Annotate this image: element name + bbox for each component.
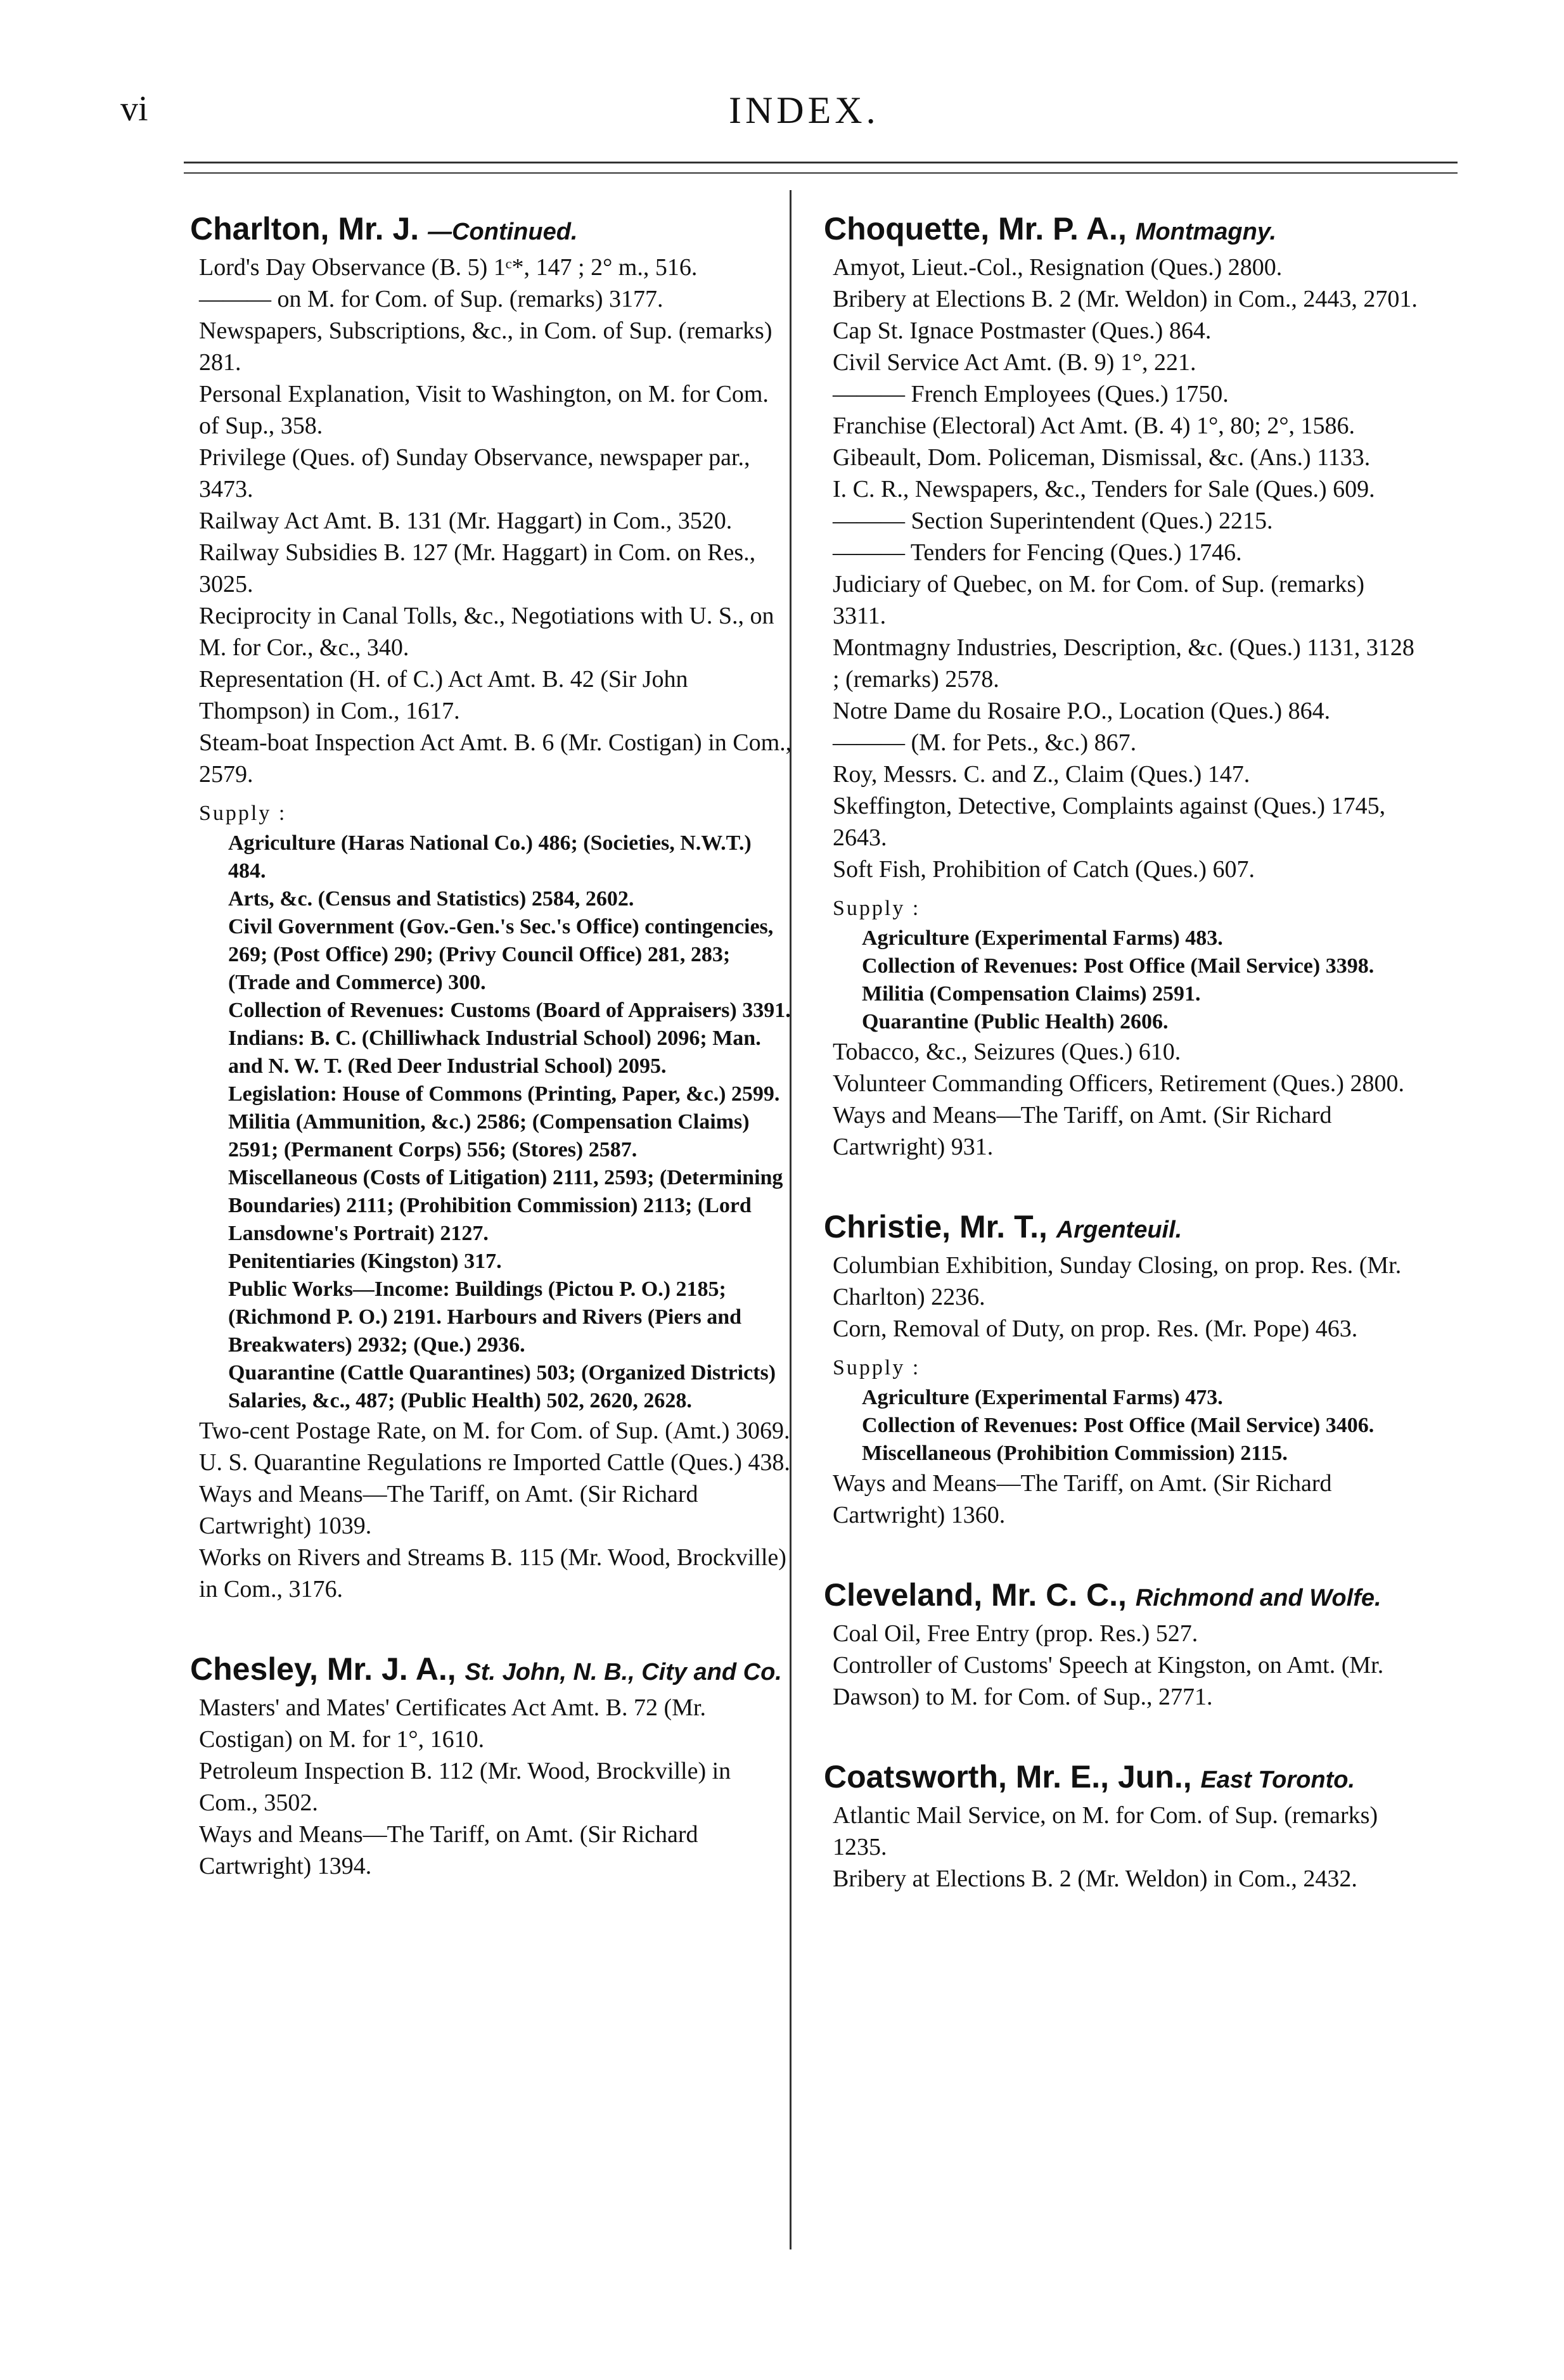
member-name: Choquette, Mr. P. A.,	[824, 211, 1127, 246]
index-line: ——— (M. for Pets., &c.) 867.	[833, 729, 1137, 756]
index-line: Coal Oil, Free Entry (prop. Res.) 527.	[833, 1620, 1198, 1647]
index-line: U. S. Quarantine Regulations re Imported Cattle (Ques.) 438.	[199, 1449, 790, 1476]
index-line: Skeffington, Detective, Complaints against (Ques.) 1745, 2643.	[833, 793, 1386, 851]
index-line: ——— on M. for Com. of Sup. (remarks) 3177.	[199, 286, 663, 312]
header-rule	[184, 162, 1458, 163]
index-line: Personal Explanation, Visit to Washington, on M. for Com. of Sup., 358.	[199, 381, 769, 439]
entry-heading	[824, 1207, 1420, 1250]
index-line: Amyot, Lieut.-Col., Resignation (Ques.) 2800.	[833, 254, 1283, 281]
index-line: Civil Service Act Amt. (B. 9) 1°, 221.	[833, 349, 1196, 376]
index-line: Masters' and Mates' Certificates Act Amt. B. 72 (Mr. Costigan) on M. for 1°, 1610.	[199, 1694, 706, 1753]
index-line: Judiciary of Quebec, on M. for Com. of Sup. (remarks) 3311.	[833, 571, 1364, 629]
supply-line: Indians: B. C. (Chilliwhack Industrial School) 2096; Man. and N. W. T. (Red Deer Industrial School) 2095.	[228, 1027, 761, 1078]
index-line: Soft Fish, Prohibition of Catch (Ques.) 607.	[833, 856, 1255, 883]
index-line: ——— Tenders for Fencing (Ques.) 1746.	[833, 539, 1242, 566]
supply-heading: Supply :	[833, 897, 921, 920]
supply-heading: Supply :	[833, 1356, 921, 1379]
supply-line: Miscellaneous (Prohibition Commission) 2115.	[862, 1442, 1288, 1465]
supply-heading: Supply :	[199, 802, 287, 825]
index-line: Railway Act Amt. B. 131 (Mr. Haggart) in Com., 3520.	[199, 508, 733, 534]
index-line: Ways and Means—The Tariff, on Amt. (Sir Richard Cartwright) 1360.	[833, 1470, 1332, 1528]
member-name: Christie, Mr. T.,	[824, 1209, 1048, 1244]
index-line: Reciprocity in Canal Tolls, &c., Negotiations with U. S., on M. for Cor., &c., 340.	[199, 603, 774, 661]
index-line: Privilege (Ques. of) Sunday Observance, newspaper par., 3473.	[199, 444, 750, 502]
index-line: ——— Section Superintendent (Ques.) 2215.	[833, 508, 1273, 534]
supply-line: Legislation: House of Commons (Printing, Paper, &c.) 2599.	[228, 1082, 780, 1106]
index-line: Atlantic Mail Service, on M. for Com. of Sup. (remarks) 1235.	[833, 1802, 1378, 1860]
index-line: Tobacco, &c., Seizures (Ques.) 610.	[833, 1039, 1181, 1065]
right-column	[824, 209, 1420, 1939]
supply-line: Collection of Revenues: Post Office (Mail Service) 3398.	[862, 954, 1375, 978]
member-riding: Argenteuil.	[1056, 1217, 1183, 1243]
page-title: INDEX.	[729, 89, 880, 131]
member-riding: —Continued.	[428, 219, 578, 245]
supply-line: Agriculture (Haras National Co.) 486; (Societies, N.W.T.) 484.	[228, 831, 752, 883]
index-entry	[824, 1575, 1420, 1713]
supply-line: Militia (Compensation Claims) 2591.	[862, 982, 1201, 1006]
member-name: Coatsworth, Mr. E., Jun.,	[824, 1759, 1192, 1795]
supply-line: Militia (Ammunition, &c.) 2586; (Compensation Claims) 2591; (Permanent Corps) 556; (Stores) 2587.	[228, 1110, 750, 1161]
index-line: Bribery at Elections B. 2 (Mr. Weldon) in Com., 2443, 2701.	[833, 286, 1418, 312]
supply-line: Penitentiaries (Kingston) 317.	[228, 1250, 502, 1273]
supply-line: Agriculture (Experimental Farms) 473.	[862, 1386, 1223, 1409]
supply-line: Arts, &c. (Census and Statistics) 2584, 2602.	[228, 887, 634, 911]
index-entry	[824, 1757, 1420, 1895]
index-line: Montmagny Industries, Description, &c. (Ques.) 1131, 3128 ; (remarks) 2578.	[833, 634, 1414, 693]
index-line: Gibeault, Dom. Policeman, Dismissal, &c. (Ans.) 1133.	[833, 444, 1371, 471]
entry-heading	[824, 209, 1420, 252]
index-line: Works on Rivers and Streams B. 115 (Mr. Wood, Brockville) in Com., 3176.	[199, 1544, 786, 1603]
supply-line: Collection of Revenues: Customs (Board of Appraisers) 3391.	[228, 999, 791, 1022]
index-line: Two-cent Postage Rate, on M. for Com. of Sup. (Amt.) 3069.	[199, 1417, 790, 1444]
index-entry	[824, 1207, 1420, 1531]
member-riding: Richmond and Wolfe.	[1135, 1585, 1381, 1611]
header-rule-lower	[184, 172, 1458, 174]
supply-line: Collection of Revenues: Post Office (Mail Service) 3406.	[862, 1414, 1375, 1437]
supply-line: Quarantine (Public Health) 2606.	[862, 1010, 1169, 1033]
index-line: Newspapers, Subscriptions, &c., in Com. of Sup. (remarks) 281.	[199, 317, 772, 376]
index-line: Controller of Customs' Speech at Kingston, on Amt. (Mr. Dawson) to M. for Com. of Sup., 2771.	[833, 1652, 1384, 1710]
index-line: Ways and Means—The Tariff, on Amt. (Sir Richard Cartwright) 1394.	[199, 1821, 698, 1879]
index-line: Cap St. Ignace Postmaster (Ques.) 864.	[833, 317, 1212, 344]
page-number: vi	[120, 89, 148, 129]
supply-line: Quarantine (Cattle Quarantines) 503; (Organized Districts) Salaries, &c., 487; (Public Health) 502, 2620, 2628.	[228, 1361, 776, 1412]
index-line: Railway Subsidies B. 127 (Mr. Haggart) in Com. on Res., 3025.	[199, 539, 756, 598]
index-line: Roy, Messrs. C. and Z., Claim (Ques.) 147.	[833, 761, 1250, 788]
member-name: Charlton, Mr. J.	[190, 211, 420, 246]
index-line: Ways and Means—The Tariff, on Amt. (Sir Richard Cartwright) 1039.	[199, 1481, 698, 1539]
entry-heading	[824, 1575, 1420, 1618]
entry-heading	[824, 1757, 1420, 1800]
index-entry	[190, 1649, 792, 1882]
supply-line: Public Works—Income: Buildings (Pictou P. O.) 2185; (Richmond P. O.) 2191. Harbours and Rivers (Piers and Breakwaters) 2932; (Que.) 2936.	[228, 1277, 742, 1357]
member-riding: St. John, N. B., City and Co.	[465, 1659, 782, 1686]
index-entry	[824, 209, 1420, 1163]
index-line: Petroleum Inspection B. 112 (Mr. Wood, Brockville) in Com., 3502.	[199, 1758, 731, 1816]
supply-line: Miscellaneous (Costs of Litigation) 2111, 2593; (Determining Boundaries) 2111; (Prohibition Commission) 2113; (Lord Lansdowne's Portrait) 2127.	[228, 1166, 783, 1245]
index-line: Steam-boat Inspection Act Amt. B. 6 (Mr. Costigan) in Com., 2579.	[199, 729, 792, 788]
entry-heading	[190, 209, 792, 252]
member-name: Cleveland, Mr. C. C.,	[824, 1577, 1127, 1613]
index-line: Representation (H. of C.) Act Amt. B. 42 (Sir John Thompson) in Com., 1617.	[199, 666, 688, 724]
member-riding: Montmagny.	[1135, 219, 1277, 245]
left-column	[190, 209, 792, 1926]
index-line: Bribery at Elections B. 2 (Mr. Weldon) in Com., 2432.	[833, 1865, 1357, 1892]
index-line: Franchise (Electoral) Act Amt. (B. 4) 1°, 80; 2°, 1586.	[833, 413, 1356, 439]
member-name: Chesley, Mr. J. A.,	[190, 1651, 456, 1687]
index-line: ——— French Employees (Ques.) 1750.	[833, 381, 1229, 407]
index-line: Ways and Means—The Tariff, on Amt. (Sir Richard Cartwright) 931.	[833, 1102, 1332, 1160]
index-line: Volunteer Commanding Officers, Retirement (Ques.) 2800.	[833, 1070, 1404, 1097]
supply-line: Agriculture (Experimental Farms) 483.	[862, 926, 1223, 950]
index-line: Corn, Removal of Duty, on prop. Res. (Mr. Pope) 463.	[833, 1315, 1358, 1342]
index-line: Notre Dame du Rosaire P.O., Location (Ques.) 864.	[833, 698, 1331, 724]
index-entry	[190, 209, 792, 1605]
index-line: Columbian Exhibition, Sunday Closing, on prop. Res. (Mr. Charlton) 2236.	[833, 1252, 1402, 1310]
member-riding: East Toronto.	[1200, 1767, 1356, 1793]
entry-heading	[190, 1649, 792, 1692]
supply-line: Civil Government (Gov.-Gen.'s Sec.'s Office) contingencies, 269; (Post Office) 290; (Privy Council Office) 281, 283; (Trade and Commerce) 300.	[228, 915, 774, 994]
index-line: I. C. R., Newspapers, &c., Tenders for Sale (Ques.) 609.	[833, 476, 1375, 502]
index-line: Lord's Day Observance (B. 5) 1ᶜ*, 147 ; 2° m., 516.	[199, 254, 698, 281]
